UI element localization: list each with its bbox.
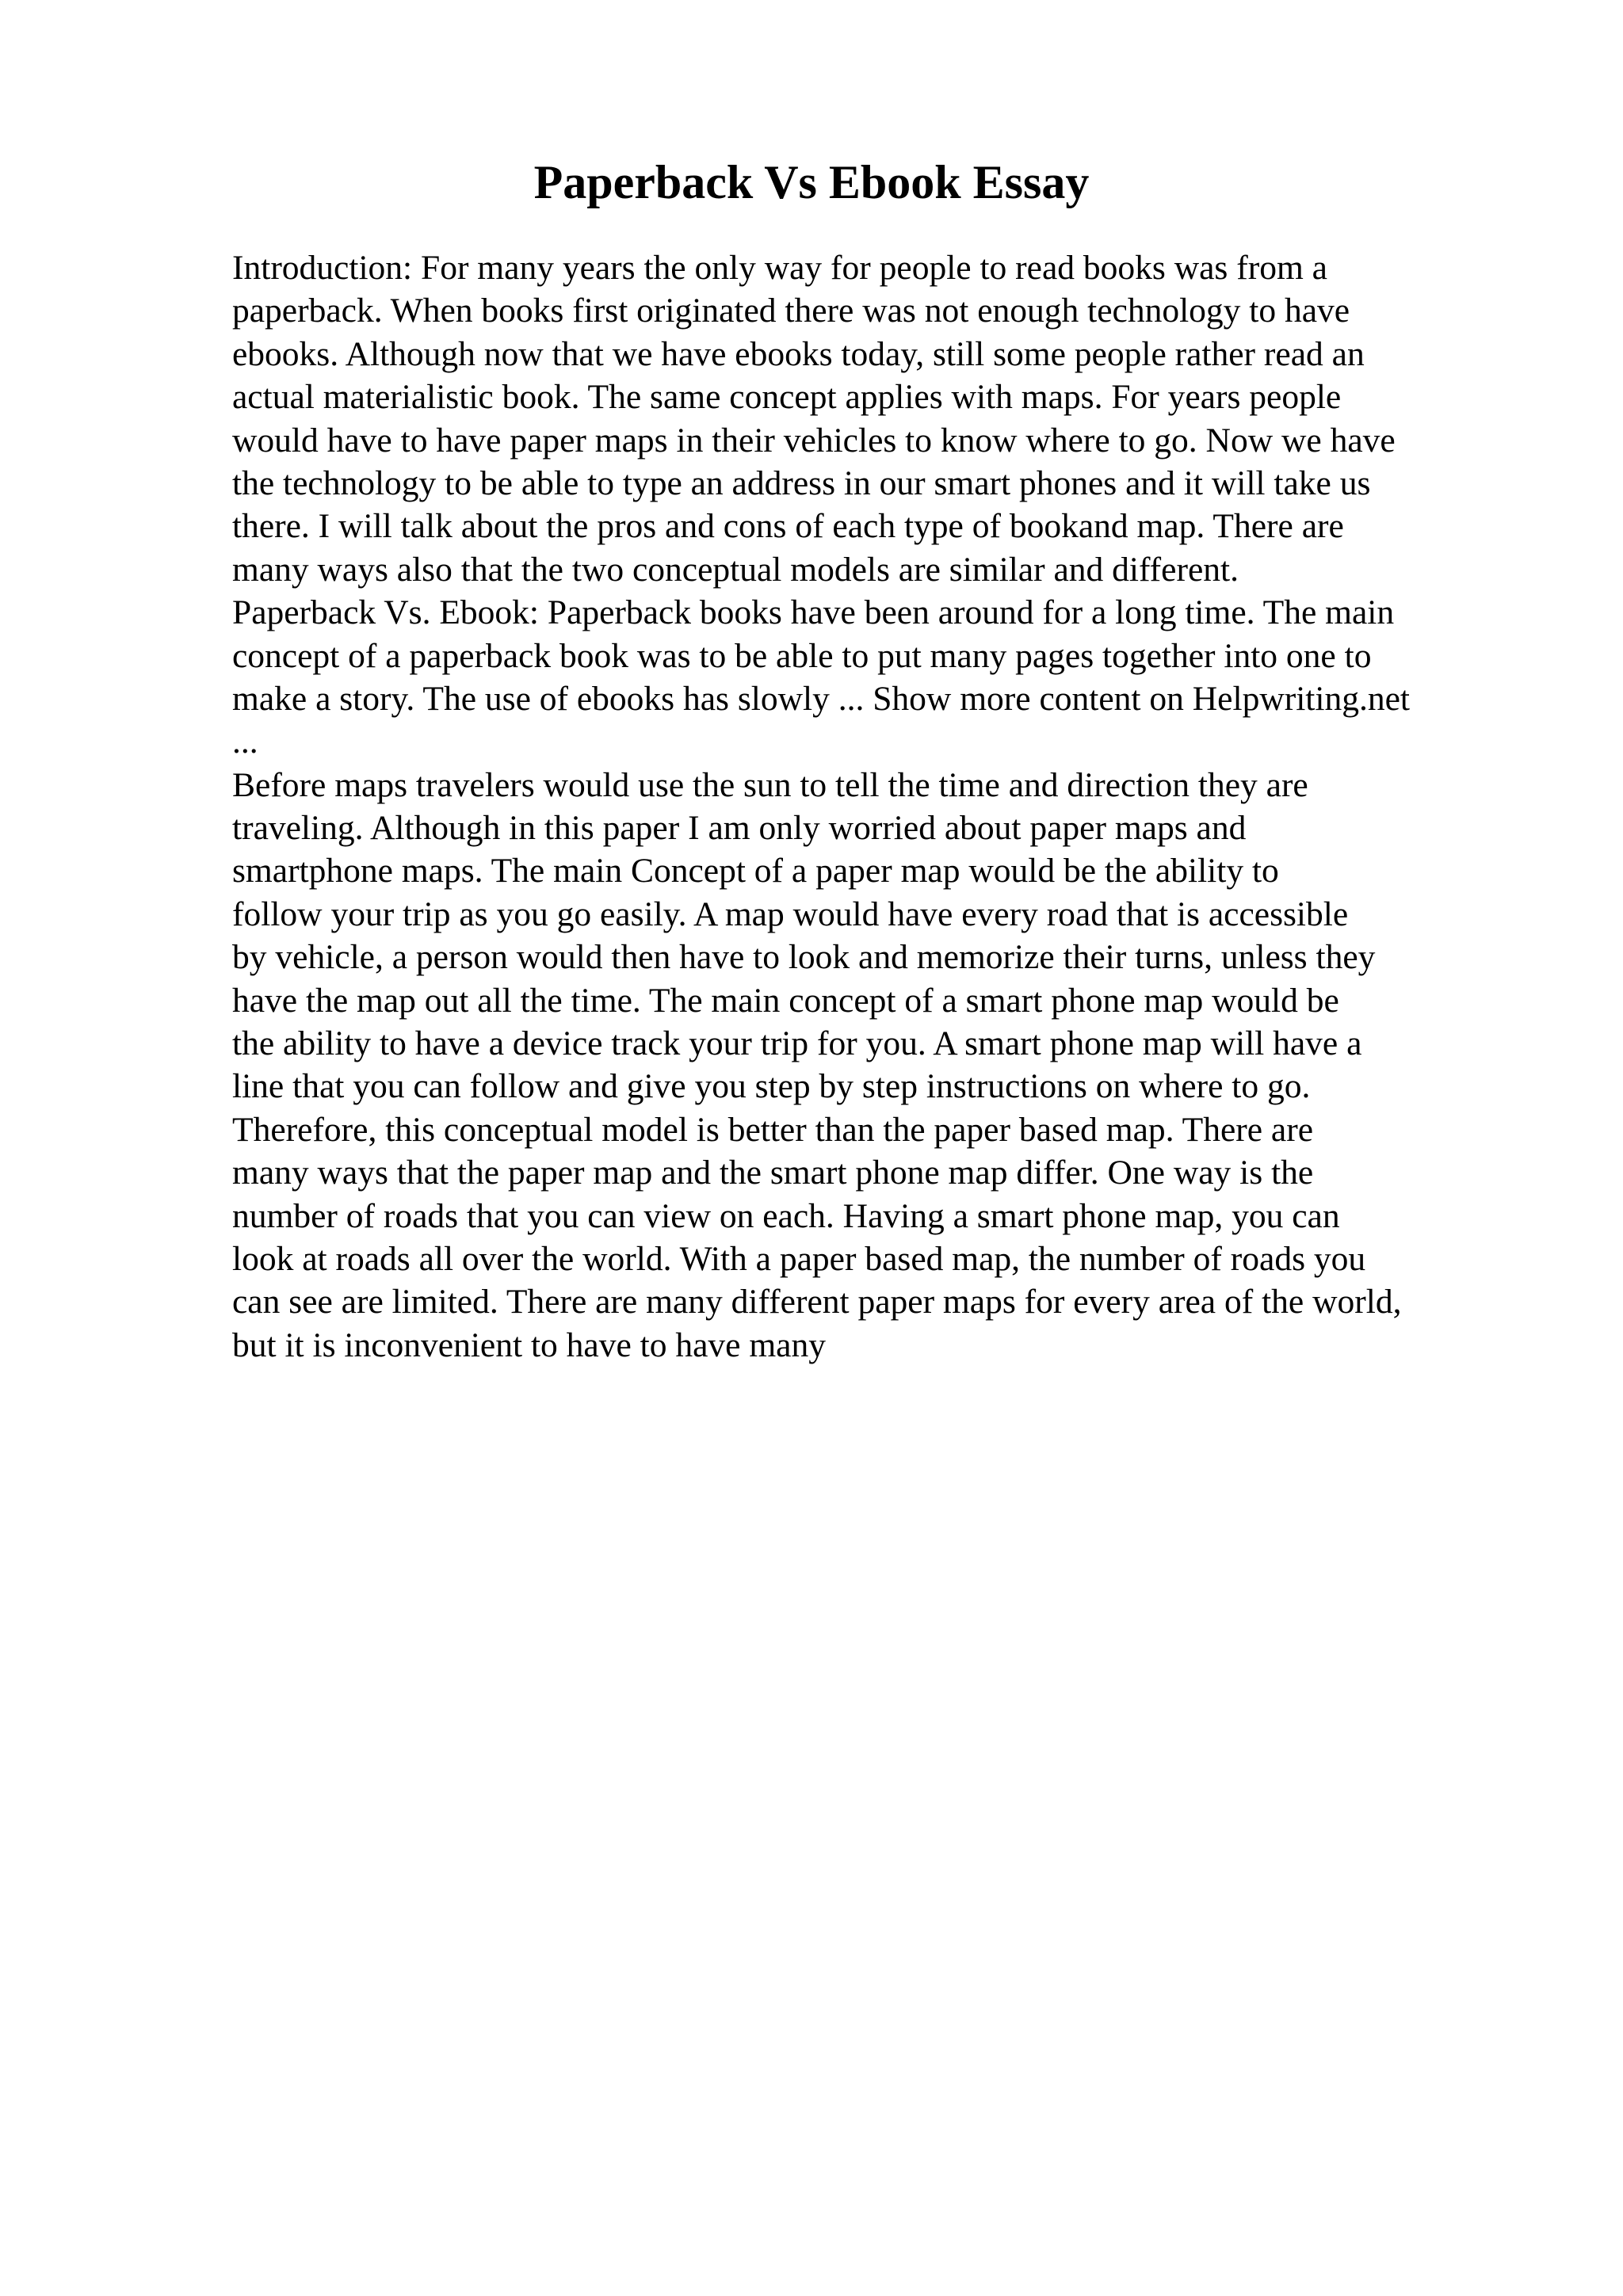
body-line: look at roads all over the world. With a paper based map, the number of roads you (232, 1239, 1366, 1278)
body-line: many ways that the paper map and the smart phone map differ. One way is the (232, 1154, 1314, 1192)
body-line: paperback. When books first originated there was not enough technology to have (232, 292, 1350, 330)
body-line: Introduction: For many years the only way for people to read books was from a (232, 249, 1327, 287)
body-line: make a story. The use of ebooks has slowly ... Show more content on Helpwriting.net (232, 679, 1410, 718)
body-line: actual materialistic book. The same concept applies with maps. For years people (232, 378, 1342, 417)
body-line: line that you can follow and give you step by step instructions on where to go. (232, 1067, 1311, 1106)
body-line: the ability to have a device track your trip for you. A smart phone map will have a (232, 1024, 1362, 1063)
body-line: ... (232, 723, 258, 761)
body-line: ebooks. Although now that we have ebooks today, still some people rather read an (232, 334, 1365, 373)
body-line: have the map out all the time. The main concept of a smart phone map would be (232, 981, 1339, 1020)
body-line: many ways also that the two conceptual models are similar and different. (232, 550, 1239, 589)
body-line: by vehicle, a person would then have to look and memorize their turns, unless they (232, 938, 1376, 977)
document-body (232, 246, 1516, 1367)
body-line: smartphone maps. The main Concept of a paper map would be the ability to (232, 852, 1279, 891)
body-line: can see are limited. There are many different paper maps for every area of the world, (232, 1283, 1402, 1322)
document-title: Paperback Vs Ebook Essay (533, 156, 1090, 208)
body-line: but it is inconvenient to have to have many (232, 1325, 826, 1364)
body-line: concept of a paperback book was to be able to put many pages together into one to (232, 636, 1372, 675)
body-line: traveling. Although in this paper I am only worried about paper maps and (232, 809, 1247, 848)
body-line: would have to have paper maps in their vehicles to know where to go. Now we have (232, 421, 1396, 460)
body-line: the technology to be able to type an address in our smart phones and it will take us (232, 463, 1371, 502)
body-line: number of roads that you can view on each. Having a smart phone map, you can (232, 1196, 1340, 1235)
body-line: Paperback Vs. Ebook: Paperback books have been around for a long time. The main (232, 593, 1395, 632)
body-line: follow your trip as you go easily. A map would have every road that is accessible (232, 894, 1349, 933)
body-line: Therefore, this conceptual model is better than the paper based map. There are (232, 1110, 1314, 1149)
body-line: Before maps travelers would use the sun to tell the time and direction they are (232, 765, 1308, 804)
body-line: there. I will talk about the pros and cons of each type of bookand map. There are (232, 507, 1344, 546)
